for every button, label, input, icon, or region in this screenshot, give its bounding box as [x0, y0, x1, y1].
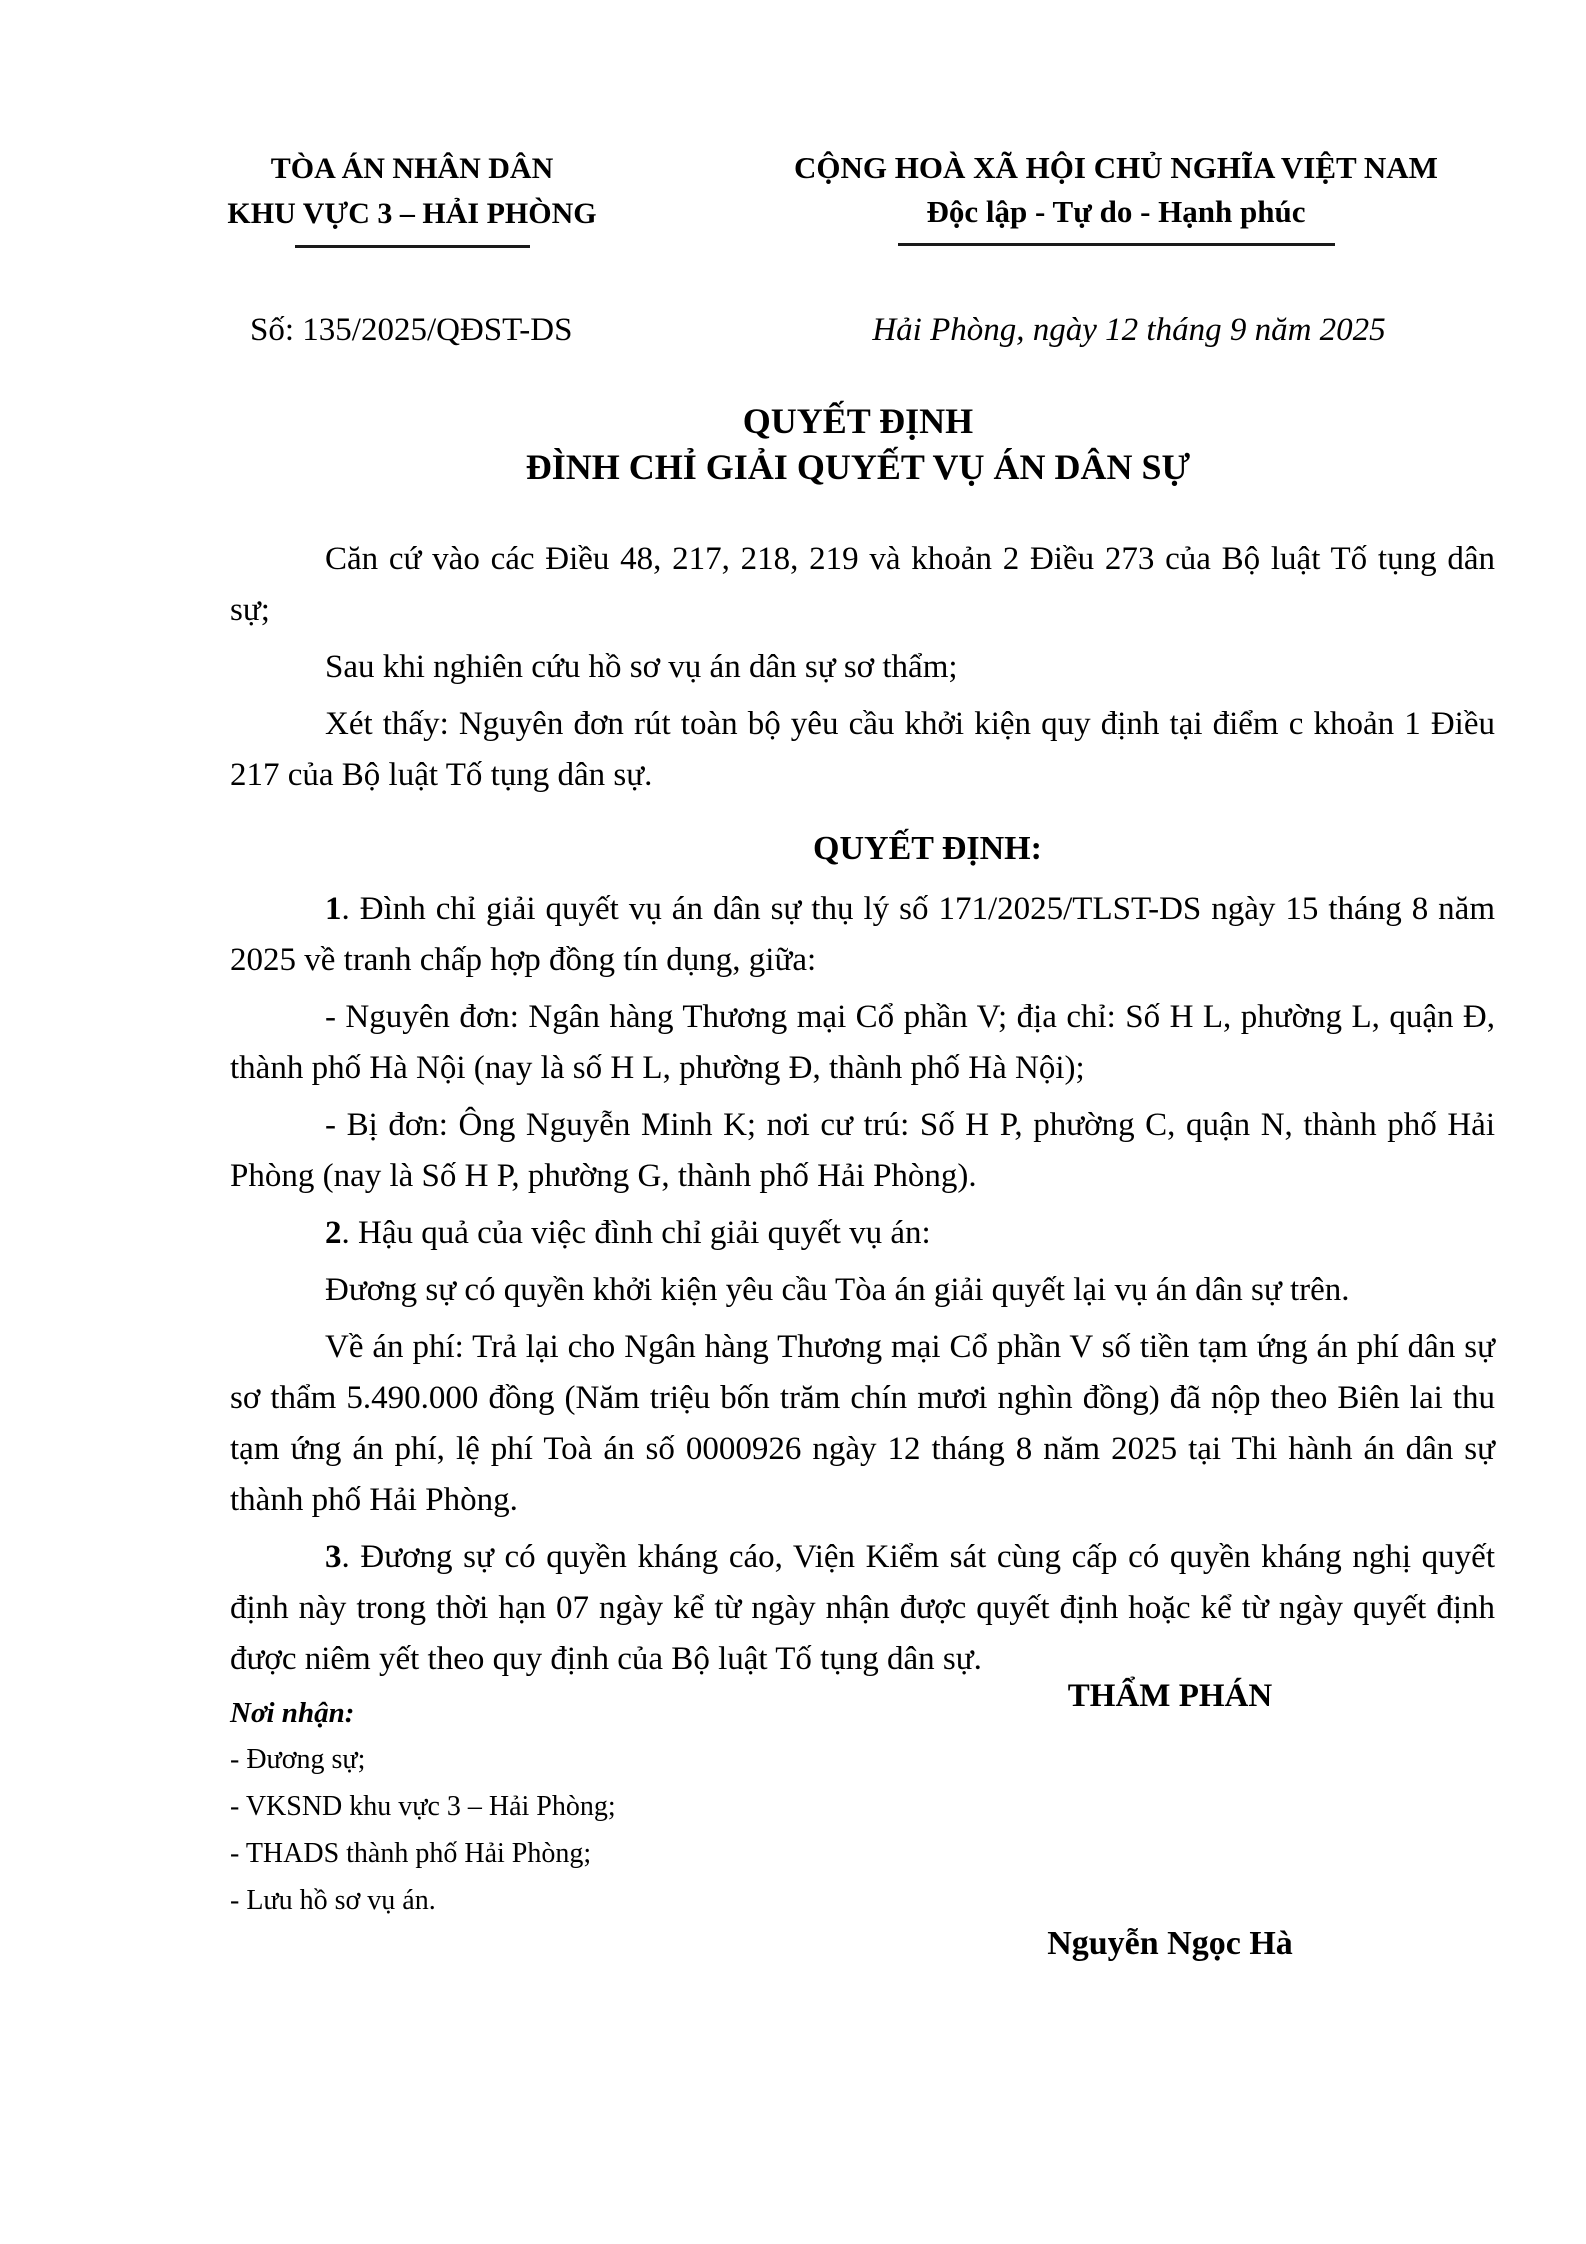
doc-number: Số: 135/2025/QĐST-DS	[250, 312, 573, 348]
republic-line: CỘNG HOÀ XÃ HỘI CHỦ NGHĨA VIỆT NAM	[794, 150, 1438, 185]
court-name-block	[182, 146, 642, 248]
recipients-label: Nơi nhận:	[230, 1697, 355, 1729]
decision-item-3-number: 3	[325, 1539, 342, 1575]
preamble-paragraph-3: Xét thấy: Nguyên đơn rút toàn bộ yêu cầu khởi kiện quy định tại điểm c khoản 1 Điều 217 của Bộ luật Tố tụng dân sự.	[230, 706, 1495, 793]
decision-heading: QUYẾT ĐỊNH:	[813, 830, 1042, 867]
preamble-paragraph-1: Căn cứ vào các Điều 48, 217, 218, 219 và khoản 2 Điều 273 của Bộ luật Tố tụng dân sự;	[230, 541, 1495, 628]
recipient-item-4: - Lưu hồ sơ vụ án.	[230, 1885, 436, 1916]
decision-item-1-number: 1	[325, 891, 342, 927]
document-title	[0, 398, 1586, 490]
signature-block	[955, 1671, 1385, 1970]
judge-title: THẨM PHÁN	[1067, 1678, 1273, 1714]
recipient-item-1: - Đương sự;	[230, 1744, 366, 1775]
decision-item-1	[230, 884, 1495, 986]
decision-item-2	[230, 1208, 1495, 1259]
number-date-row	[0, 312, 1586, 364]
fee-paragraph: Về án phí: Trả lại cho Ngân hàng Thương mại Cổ phần V số tiền tạm ứng án phí dân sự sơ thẩm 5.490.000 đồng (Năm triệu bốn trăm chín mươi nghìn đồng) đã nộp theo Biên lai thu tạm ứng án phí, lệ phí Toà án số 0000926 ngày 12 tháng 8 năm 2025 tại Thi hành án dân sự thành phố Hải Phòng.	[230, 1329, 1495, 1518]
recipient-item-3: - THADS thành phố Hải Phòng;	[230, 1838, 592, 1869]
court-divider-rule	[295, 245, 530, 248]
decision-item-1-text: . Đình chỉ giải quyết vụ án dân sự thụ lý số 171/2025/TLST-DS ngày 15 tháng 8 năm 2025 về tranh chấp hợp đồng tín dụng, giữa:	[230, 891, 1495, 978]
document-footer	[230, 1678, 1586, 2111]
decision-item-2-text: . Hậu quả của việc đình chỉ giải quyết vụ án:	[341, 1215, 931, 1251]
court-name-line1: TÒA ÁN NHÂN DÂN	[270, 152, 554, 185]
document-header	[0, 0, 1586, 248]
date-line: Hải Phòng, ngày 12 tháng 9 năm 2025	[872, 312, 1386, 348]
motto-line: Độc lập - Tự do - Hạnh phúc	[926, 194, 1306, 229]
recipient-item-2: - VKSND khu vực 3 – Hải Phòng;	[230, 1791, 616, 1822]
preamble-paragraph-2: Sau khi nghiên cứu hồ sơ vụ án dân sự sơ thẩm;	[325, 649, 958, 685]
decision-item-3	[230, 1532, 1495, 1685]
court-name-line2: KHU VỰC 3 – HẢI PHÒNG	[227, 197, 597, 230]
republic-motto-block	[766, 146, 1466, 248]
title-line2: ĐÌNH CHỈ GIẢI QUYẾT VỤ ÁN DÂN SỰ	[525, 447, 1191, 487]
document-body	[230, 534, 1495, 1685]
motto-divider-rule	[898, 243, 1335, 246]
title-line1: QUYẾT ĐỊNH	[742, 401, 974, 441]
plaintiff-paragraph: - Nguyên đơn: Ngân hàng Thương mại Cổ phần V; địa chỉ: Số H L, phường L, quận Đ, thành phố Hà Nội (nay là số H L, phường Đ, thành phố Hà Nội);	[230, 999, 1495, 1086]
consequence-paragraph: Đương sự có quyền khởi kiện yêu cầu Tòa án giải quyết lại vụ án dân sự trên.	[325, 1272, 1350, 1308]
judge-name: Nguyễn Ngọc Hà	[1047, 1925, 1293, 1962]
decision-item-2-number: 2	[325, 1215, 342, 1251]
decision-item-3-text: . Đương sự có quyền kháng cáo, Viện Kiểm sát cùng cấp có quyền kháng nghị quyết định này trong thời hạn 07 ngày kể từ ngày nhận được quyết định hoặc kể từ ngày quyết định được niêm yết theo quy định của Bộ luật Tố tụng dân sự.	[230, 1539, 1495, 1677]
defendant-paragraph: - Bị đơn: Ông Nguyễn Minh K; nơi cư trú: Số H P, phường C, quận N, thành phố Hải Phòng (nay là Số H P, phường G, thành phố Hải Phòng).	[230, 1107, 1495, 1194]
